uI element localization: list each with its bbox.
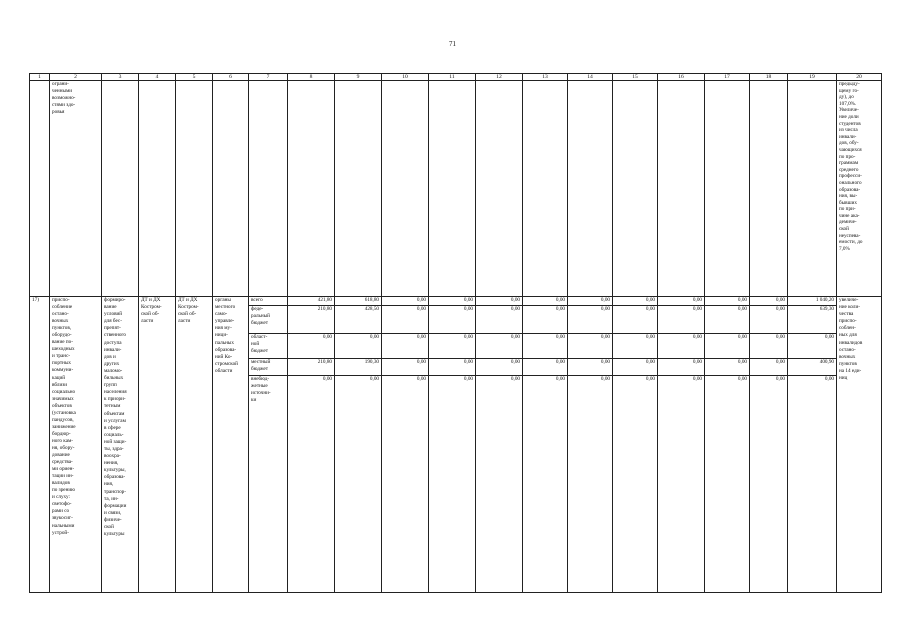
funding-value: 639,30 [788, 306, 836, 334]
funding-value: 0,00 [705, 297, 749, 306]
funding-value: 0,00 [658, 334, 704, 359]
column-header: 5 [176, 74, 213, 81]
funding-col8 [288, 297, 335, 593]
row-a-col12 [476, 81, 523, 297]
row-a-col14 [568, 81, 613, 297]
funding-value: 0,00 [476, 297, 522, 306]
funding-value: 0,00 [705, 334, 749, 359]
row-a-col5 [176, 81, 213, 297]
column-header: 3 [102, 74, 139, 81]
funding-value: 0,00 [613, 297, 657, 306]
funding-value: 400,90 [788, 359, 836, 376]
funding-value: 0,00 [613, 359, 657, 376]
funding-col10 [382, 297, 429, 593]
funding-value: 0,00 [429, 334, 475, 359]
column-header: 6 [213, 74, 249, 81]
funding-col16 [658, 297, 705, 593]
column-header: 18 [750, 74, 788, 81]
row-a-col3 [102, 81, 139, 297]
row-a-col6 [213, 81, 249, 297]
funding-value: 0,00 [382, 359, 428, 376]
funding-value: 0,00 [476, 306, 522, 334]
funding-value: 210,80 [288, 306, 334, 334]
funding-sources [249, 297, 288, 593]
column-header: 14 [568, 74, 613, 81]
row-a-col13 [523, 81, 568, 297]
column-header: 16 [658, 74, 705, 81]
header-row [30, 74, 882, 81]
funding-value: 0,00 [600, 376, 610, 382]
funding-col15 [613, 297, 658, 593]
page-number: 71 [449, 40, 456, 48]
funding-source-label: област- ной бюджет [249, 334, 287, 359]
funding-value: 0,00 [288, 334, 334, 359]
row-a-col1 [30, 81, 50, 297]
funding-value: 0,00 [750, 306, 787, 334]
funding-value: 0,00 [568, 334, 612, 359]
column-header: 12 [476, 74, 523, 81]
funding-value: 0,00 [750, 297, 787, 306]
funding-source-label: внебюд- жетные источни- ки [251, 376, 271, 404]
row-b-col3: формиро- вание условий для бес- препят- ственного доступа инвали- дов и других маломо- бильных групп населения к приори- тетным объектам и услугам в сфере социаль- ной защи- ты, здра- воохра- нения, культуры, образова- ния, транспор- та, ин- формации и связи, физиче- ской культуры [102, 297, 139, 593]
funding-value: 0,00 [568, 359, 612, 376]
funding-value: 0,00 [613, 306, 657, 334]
funding-value: 0,00 [523, 334, 567, 359]
row-a-col15 [613, 81, 658, 297]
funding-value: 210,80 [288, 359, 334, 376]
funding-value: 0,00 [658, 359, 704, 376]
funding-value: 0,00 [369, 376, 379, 382]
funding-value: 0,00 [705, 306, 749, 334]
funding-value: 0,00 [429, 297, 475, 306]
funding-value: 0,00 [523, 306, 567, 334]
table-row [30, 297, 882, 593]
funding-value: 0,00 [382, 297, 428, 306]
funding-value: 0,00 [824, 376, 834, 382]
funding-value: 0,00 [382, 334, 428, 359]
row-a-col10 [382, 81, 429, 297]
column-header: 17 [705, 74, 750, 81]
funding-value: 0,00 [775, 376, 785, 382]
funding-value: 428,50 [335, 306, 381, 334]
column-header: 19 [788, 74, 837, 81]
funding-value: 618,80 [335, 297, 381, 306]
funding-col19 [788, 297, 837, 593]
funding-value: 1 040,20 [788, 297, 836, 306]
table-row [30, 81, 882, 297]
funding-value: 0,00 [463, 376, 473, 382]
row-a-col19 [788, 81, 837, 297]
row-a-col20: предыду- щему го- ду), до 107,0%. Увеличе- ние доли студентов из числа инвали- дов, обу- чающихся по про- граммам среднего професси- онального образова- ния, вы- бывших по при- чине ака- демиче- ской неуспева- емости, до 7,0% [837, 81, 882, 297]
row-b-col5: ДТ и ДХ Костром- ской об- ласти [176, 297, 213, 593]
funding-value: 0,00 [737, 376, 747, 382]
funding-value: 0,00 [613, 334, 657, 359]
column-header: 9 [335, 74, 382, 81]
funding-source-label: местный бюджет [249, 359, 287, 376]
row-a-col4 [139, 81, 176, 297]
column-header: 11 [429, 74, 476, 81]
row-a-col18 [750, 81, 788, 297]
funding-value: 421,80 [288, 297, 334, 306]
column-header: 4 [139, 74, 176, 81]
column-header: 7 [249, 74, 288, 81]
funding-value: 0,00 [568, 297, 612, 306]
funding-value: 0,00 [476, 359, 522, 376]
column-header: 1 [30, 74, 50, 81]
column-header: 15 [613, 74, 658, 81]
row-b-col6: органы местного само- управле- ния му- ници- пальных образова- ний Ко- стромской области [213, 297, 249, 593]
funding-value: 0,00 [658, 306, 704, 334]
row-a-col2: ограни- ченными возможно- стями здо- ровья [50, 81, 102, 297]
row-a-col7 [249, 81, 288, 297]
funding-value: 0,00 [750, 359, 787, 376]
funding-value: 0,00 [692, 376, 702, 382]
funding-value: 0,00 [523, 359, 567, 376]
funding-col9 [335, 297, 382, 593]
funding-value: 0,00 [416, 376, 426, 382]
funding-col13 [523, 297, 568, 593]
row-b-col4: ДТ и ДХ Костром- ской об- ласти [139, 297, 176, 593]
funding-value: 0,00 [658, 297, 704, 306]
funding-value: 0,00 [510, 376, 520, 382]
row-a-col8 [288, 81, 335, 297]
row-a-col16 [658, 81, 705, 297]
funding-value: 0,00 [523, 297, 567, 306]
funding-value: 0,00 [568, 306, 612, 334]
column-header: 13 [523, 74, 568, 81]
row-b-col20: увеличе- ние коли- чества приспо- соблен- ных для инвалидов остано- вочных пунктов на 14 еди- ниц [837, 297, 882, 593]
row-b-col1: 17) [30, 297, 50, 593]
funding-value: 0,00 [788, 334, 836, 359]
row-b-col2: приспо- собление остано- вочных пунктов, оборудо- вание по- шеходных и транс- портных коммуни- каций вблизи социально значимых объектов (установка пандусов, занижение бордюр- ного кам- ня, обору- дование средства- ми ориен- тации ин- валидов по зрению и слуху: светофо- рами со звукосиг- нальными устрой- [50, 297, 102, 593]
funding-value: 0,00 [645, 376, 655, 382]
column-header: 10 [382, 74, 429, 81]
funding-col12 [476, 297, 523, 593]
funding-value: 0,00 [429, 359, 475, 376]
funding-value: 190,30 [335, 359, 381, 376]
column-header: 20 [837, 74, 882, 81]
row-a-col17 [705, 81, 750, 297]
funding-value: 0,00 [476, 334, 522, 359]
program-table [29, 73, 882, 593]
funding-value: 0,00 [429, 306, 475, 334]
funding-col14 [568, 297, 613, 593]
funding-source-label: феде- ральный бюджет [249, 306, 287, 334]
funding-col11 [429, 297, 476, 593]
row-a-col9 [335, 81, 382, 297]
funding-value: 0,00 [555, 376, 565, 382]
funding-value: 0,00 [322, 376, 332, 382]
funding-value: 0,00 [705, 359, 749, 376]
funding-col17 [705, 297, 750, 593]
column-header: 8 [288, 74, 335, 81]
column-header: 2 [50, 74, 102, 81]
funding-value: 0,00 [750, 334, 787, 359]
funding-value: 0,00 [382, 306, 428, 334]
funding-col18 [750, 297, 788, 593]
funding-value: 0,00 [335, 334, 381, 359]
funding-source-label: всего [249, 297, 287, 306]
row-a-col11 [429, 81, 476, 297]
